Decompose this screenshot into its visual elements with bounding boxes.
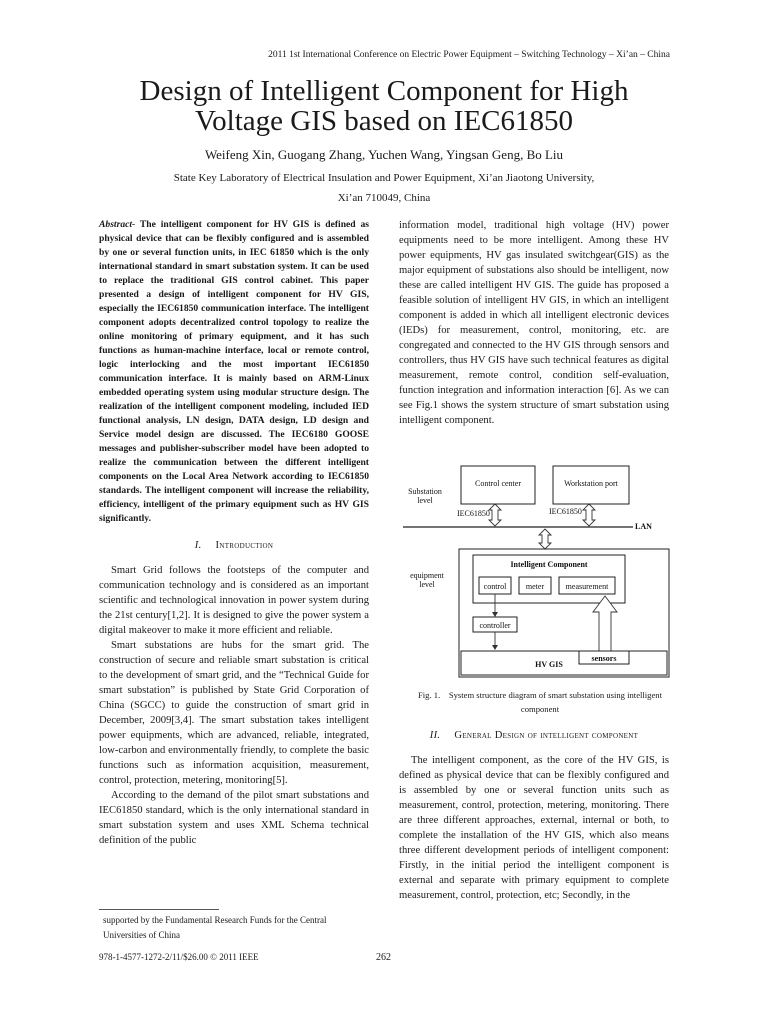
abstract-lead: Abstract- [99,219,136,230]
right-column-lower [399,728,669,903]
section-1-paragraph-3: According to the demand of the pilot smart substations and IEC61850 standard, which is the only international standard in smart substation system and uses XML Schema technical definition of the public [99,790,369,846]
control-center-arrow [489,504,501,526]
section-1-paragraph-2: Smart substations are hubs for the smart grid. The construction of secure and reliable smart substation is critical to the development of smart grid, and the “Technical Guide for smart substation” is published by State Grid Corporation of China (SGCC) to guide the construction of smart grid in December, 2009[3,4]. The smart substation takes intelligent power equipments, which are advanced, reliable, integrated, low-carbon and environmentally friendly, to complete the basic functions such as information acquisition, measurement, control, protection, metering, monitoring[5]. [99,640,369,786]
intelligent-component-label: Intelligent Component [510,560,588,569]
footnote-rule [99,909,219,910]
section-2-paragraph-1: The intelligent component, as the core of the HV GIS, is defined as physical device that can be flexibly configured and is assembled by one or several function units such as measurement, control, protection, metering, monitoring. There are three different approaches, external, internal or both, to complete the installation of the HV GIS, which also means three different development periods of intelligent component: Firstly, in the initial period the intelligent component is external and separate with primary equipment to complete measurement, control, protection, etc; Secondly, in the [399,755,669,901]
page-number: 262 [376,952,391,963]
section-1-heading [99,538,369,553]
title-line-2: Voltage GIS based on IEC61850 [194,105,574,137]
conference-header: 2011 1st International Conference on Electric Power Equipment – Switching Technology – Xi’an – China [268,50,670,60]
hv-gis-label: HV GIS [535,660,563,669]
footnote-line-2: Universities of China [103,930,180,940]
controller-label: controller [479,621,511,630]
affiliation-line-1: State Key Laboratory of Electrical Insulation and Power Equipment, Xi’an Jiaotong University, [173,172,595,184]
hv-gis-box [461,651,667,675]
control-center-label: Control center [475,479,521,488]
abstract-text: The intelligent component for HV GIS is defined as physical device that can be flexibly configured and is assembled by one or several function units, in IEC 61850 which is the only international standard in smart substation system. It can be used to replace the traditional GIS control cabinet. This paper presented a design of intelligent component for HV GIS, especially the IEC61850 communication interface. The intelligent component adopts decentralized control topology to realize the online monitoring of primary equipment, and it has such functions as human-machine interface, local or remote control, logic interlocking and the most important IEC61850 communication interface. It is mainly based on ARM-Linux embedded operating system using modular structure design. The realization of the intelligent component modeling, included IED functional analysis, LN design, DATA design, LD design and Service model design are discussed. The IEC6180 GOOSE messages and publisher-subscriber model have been adopted to realize the communication between the different intelligent components on the Local Area Network according to IEC61850 standards. The intelligent component will increase the reliability, efficiency, intelligent of the primary equipment such as HV GIS significantly. [99,219,369,524]
control-label: control [483,582,507,591]
left-column [99,218,369,848]
lan-to-component-arrow [539,529,551,549]
controller-to-gis-arrowhead [492,645,498,650]
sensors-to-measurement-arrow [593,596,617,651]
sensors-label: sensors [591,654,617,663]
section-2-number: II. [429,730,441,741]
equipment-level-label-1: equipment [410,571,444,580]
meter-label: meter [525,582,545,591]
right-column [399,218,669,428]
figure-1-caption [405,688,675,716]
iec61850-left-label: IEC61850 [457,509,490,518]
affiliation [60,168,708,208]
section-2-heading [399,728,669,743]
lan-label: LAN [635,522,652,531]
title-line-1: Design of Intelligent Component for High [139,75,629,107]
section-1-paragraph-1: Smart Grid follows the footsteps of the computer and communication technology and is considered as an important scientific and technological innovation in power system during the 21st century[1,2]. It is designed to give the power system a digital makeover to make it more efficient and reliable. [99,565,369,636]
section-1-number: I. [194,540,202,551]
section-1-title: Introduction [215,540,274,551]
figure-1 [399,462,674,684]
abstract [99,218,369,526]
system-structure-diagram [399,462,674,684]
equipment-level-label-2: level [419,580,435,589]
substation-level-label-1: Substation [408,487,442,496]
footnote-line-1: supported by the Fundamental Research Funds for the Central [103,915,327,925]
measurement-label: measurement [565,582,609,591]
iec61850-right-label: IEC61850 [549,507,582,516]
section-2-title: General Design of intelligent component [454,730,639,741]
isbn-footer: 978-1-4577-1272-2/11/$26.00 © 2011 IEEE [99,952,259,962]
caption-label: Fig. 1. [418,690,441,700]
affiliation-line-2: Xi’an 710049, China [337,192,431,204]
substation-level-label-2: level [417,496,433,505]
section-1-paragraph-3-continued: information model, traditional high voltage (HV) power equipments need to be more intelligent. Among these HV power equipments, HV gas insulated switchgear(GIS) as the major equipment of substations also should be intelligent, now these are called intelligent HV GIS. The guide has proposed a feasible solution of intelligent HV GIS, in which an intelligent component is added in which all intelligent electronic devices (IEDs) for measurement, control, monitoring, etc. are congregated and connected to the HV GIS through sensors and controllers, thus HV GIS have such technical features as digital measurement, remote control, condition self-evaluation, function integration and information interaction [6]. As we can see Fig.1 shows the system structure of smart substation using intelligent component. [399,220,669,426]
paper-title [60,76,708,136]
caption-text: System structure diagram of smart substation using intelligent component [448,690,662,714]
control-to-controller-arrowhead [492,612,498,617]
footnote [103,913,363,943]
workstation-arrow [583,504,595,526]
workstation-port-label: Workstation port [564,479,618,488]
authors: Weifeng Xin, Guogang Zhang, Yuchen Wang, Yingsan Geng, Bo Liu [204,147,564,162]
